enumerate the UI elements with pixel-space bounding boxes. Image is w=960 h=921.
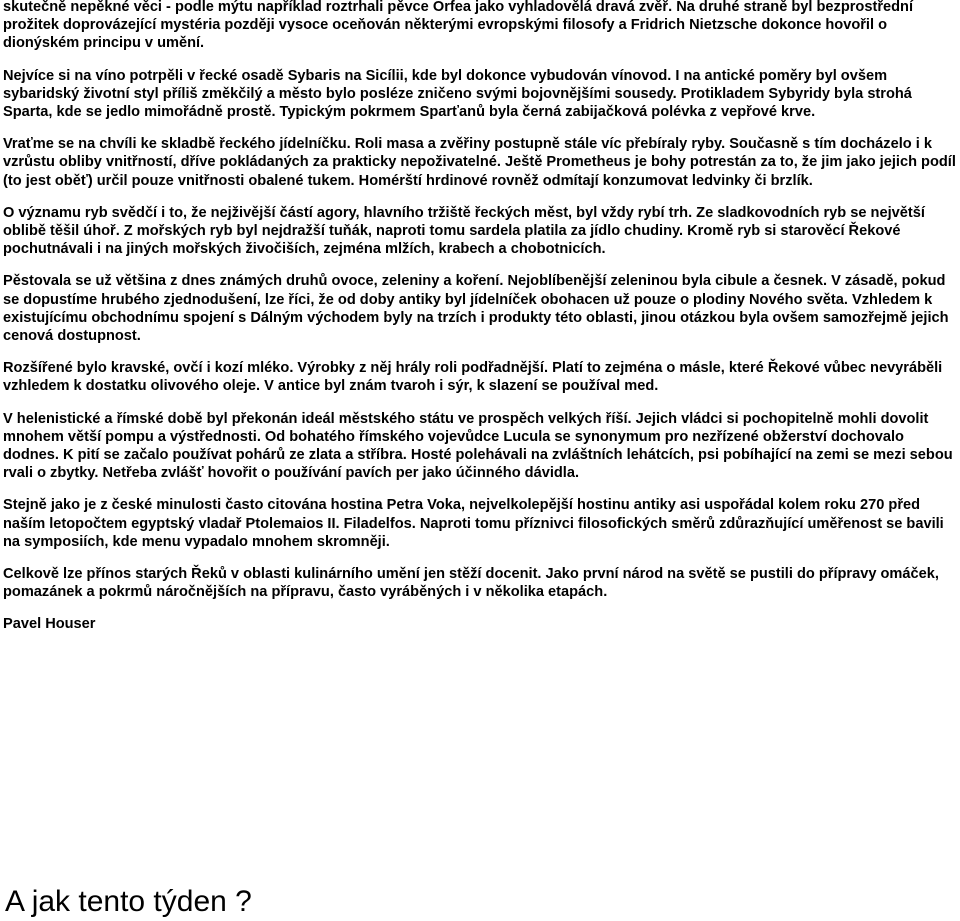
- article-paragraph: V helenistické a římské době byl překonán ideál městského státu ve prospěch velkých říší. Jejich vládci si pochopitelně mohli dovolit mnohem větší pompu a výstřednosti. Od bohatého římského vojevůdce Lucula se synonymum pro nezřízené obžerství dochovalo dodnes. K pití se začalo používat pohárů ze zlata a stříbra. Hosté polehávali na zvláštních lehátcích, psi pobíhající na zemi se mezi sebou rvali o zbytky. Netřeba zvlášť hovořit o používání pavích per jako účinného dávidla.: [3, 410, 953, 482]
- article-paragraph: Stejně jako je z české minulosti často citována hostina Petra Voka, nejvelkolepější hostinu antiky asi uspořádal kolem roku 270 před naším letopočtem egyptský vladař Ptolemaios II. Filadelfos. Naproti tomu příznivci filosofických směrů zdůrazňující uměřenost se bavili na symposiích, kde menu vypadalo mnohem skromněji.: [3, 497, 944, 550]
- article-paragraph: Rozšířené bylo kravské, ovčí i kozí mléko. Výrobky z něj hrály roli podřadnější. Platí to zejména o másle, které Řekové vůbec nevyráběli vzhledem k dostatku olivového oleje. V antice byl znám tvaroh i sýr, k slazení se používal med.: [3, 360, 943, 395]
- article-paragraph: O významu ryb svědčí i to, že nejživější částí agory, hlavního tržiště řeckých měst, byl vždy rybí trh. Ze sladkovodních ryb se největší oblibě těšil úhoř. Z mořských ryb byl nejdražší tuňák, naproti tomu sardela platila za jídlo chudiny. Kromě ryb si starověcí Řekové pochutnávali i na jiných mořských živočiších, zejména mlžích, krabech a chobotnicích.: [3, 204, 925, 258]
- article-paragraph: Pěstovala se už většina z dnes známých druhů ovoce, zeleniny a koření. Nejoblíbenější zeleninou byla cibule a česnek. V zásadě, pokud se dopustíme hrubého zjednodušení, lze říci, že od doby antiky byl jídelníček obohacen už pouze o plodiny Nového světa. Vzhledem k existujícímu obchodnímu spojení s Dálným východem byly na trzích i produkty této oblasti, jinou otázkou byla ovšem samozřejmě jejich cenová dostupnost.: [3, 273, 949, 345]
- section-heading: A jak tento týden ?: [5, 885, 252, 918]
- author-signature: Pavel Houser: [3, 616, 96, 633]
- article-paragraph: skutečně nepěkné věci - podle mýtu například roztrhali pěvce Orfea jako vyhladovělá dravá zvěř. Na druhé straně byl bezprostřední prožitek doprovázející mystéria později vysoce oceňován některými evropskými filosofy a Fridrich Nietzsche dokonce hovořil o dionýském principu v umění.: [3, 0, 913, 52]
- article: [3, 0, 958, 633]
- article-paragraph: Nejvíce si na víno potrpěli v řecké osadě Sybaris na Sicílii, kde byl dokonce vybudován vínovod. I na antické poměry byl ovšem sybaridský životní styl příliš změkčilý a město bylo posléze zničeno svými bojovnějšími sousedy. Protikladem Sybyridy byla strohá Sparta, kde se jedlo mimořádně prostě. Typickým pokrmem Sparťanů byla černá zabijačková polévka z vepřové krve.: [3, 67, 912, 121]
- article-paragraph: Vraťme se na chvíli ke skladbě řeckého jídelníčku. Roli masa a zvěřiny postupně stále víc přebíraly ryby. Současně s tím docházelo i k vzrůstu obliby vnitřností, dříve pokládaných za prakticky nepoživatelné. Ještě Prometheus je bohy potrestán za to, že jim jako jejich podíl (to jest oběť) určil pouze vnitřnosti obalené tukem. Homérští hrdinové rovněž odmítají konzumovat ledvinky či brzlík.: [3, 136, 956, 189]
- article-paragraph: Celkově lze přínos starých Řeků v oblasti kulinárního umění jen stěží docenit. Jako první národ na světě se pustili do přípravy omáček, pomazánek a pokrmů náročnějších na přípravu, často vyráběných i v několika etapách.: [3, 566, 939, 601]
